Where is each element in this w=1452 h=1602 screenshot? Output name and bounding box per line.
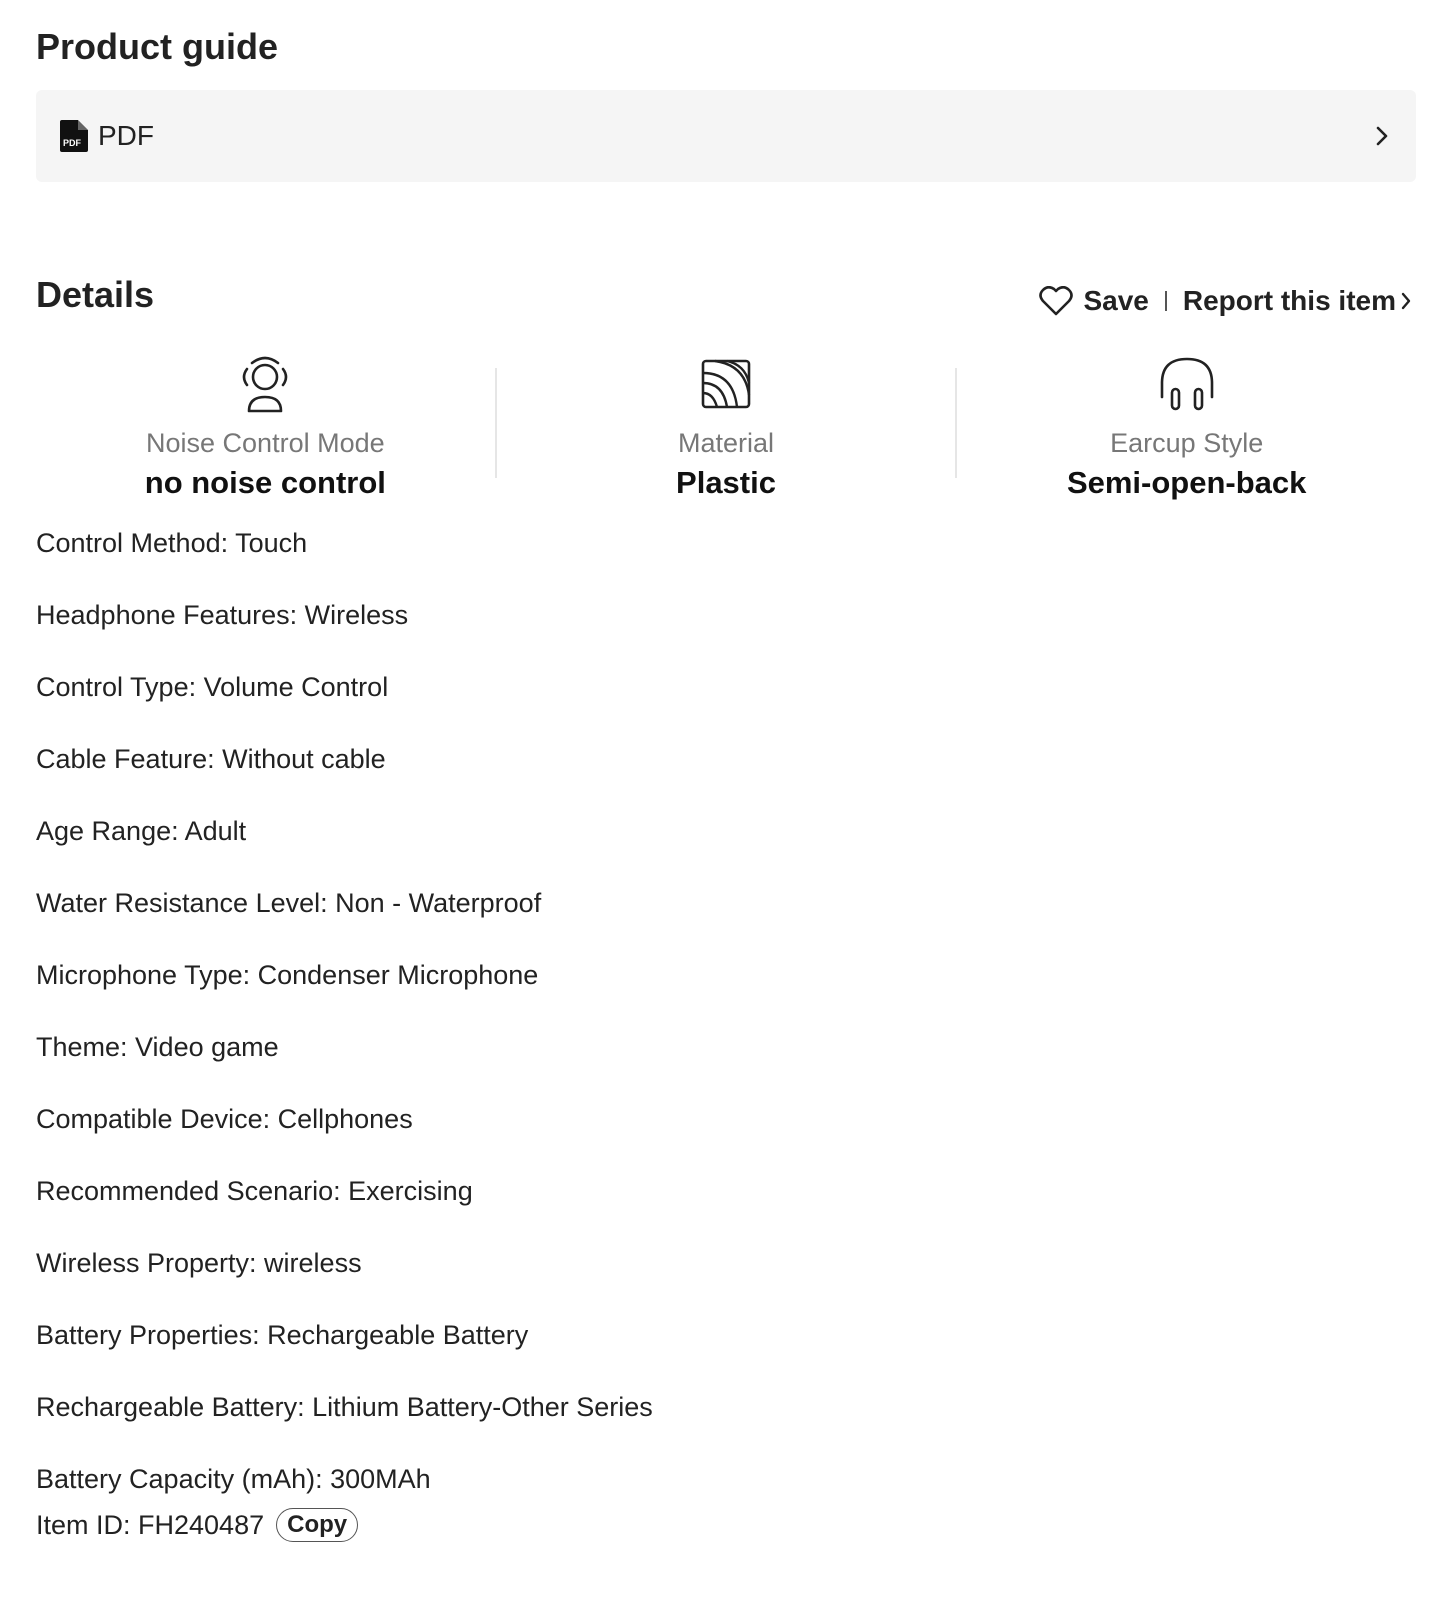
feature-earcup-style xyxy=(957,354,1416,504)
details-title: Details xyxy=(36,274,155,315)
feature-value: no noise control xyxy=(144,465,386,500)
svg-text:PDF: PDF xyxy=(63,138,81,148)
attribute-item: Microphone Type: Condenser Microphone xyxy=(36,960,539,990)
feature-value: Plastic xyxy=(676,465,776,500)
feature-noise-control xyxy=(36,354,495,504)
report-item-link[interactable] xyxy=(1183,285,1416,317)
attribute-item: Recommended Scenario: Exercising xyxy=(36,1176,473,1206)
pdf-guide-link[interactable] xyxy=(36,90,1416,182)
feature-label: Material xyxy=(677,428,775,458)
save-button[interactable] xyxy=(1039,284,1148,318)
save-label: Save xyxy=(1083,285,1149,316)
action-divider xyxy=(1165,291,1167,311)
highlight-features xyxy=(36,354,1416,504)
attribute-item: Age Range: Adult xyxy=(36,816,247,846)
chevron-right-icon xyxy=(1372,122,1392,150)
material-icon xyxy=(696,354,756,414)
headphones-icon xyxy=(1157,354,1217,414)
feature-value: Semi-open-back xyxy=(1066,465,1307,500)
attribute-item: Battery Capacity (mAh): 300MAh xyxy=(36,1464,431,1494)
attribute-item: Rechargeable Battery: Lithium Battery-Other Series xyxy=(36,1392,653,1422)
item-id: Item ID: FH240487 xyxy=(36,1509,265,1540)
attribute-item: Compatible Device: Cellphones xyxy=(36,1104,413,1134)
details-actions xyxy=(1039,282,1416,320)
noise-control-icon xyxy=(235,354,295,414)
pdf-file-icon xyxy=(60,119,90,153)
attribute-item: Control Type: Volume Control xyxy=(36,672,389,702)
product-guide-title: Product guide xyxy=(36,26,278,67)
attribute-item: Battery Properties: Rechargeable Battery xyxy=(36,1320,529,1350)
copy-button[interactable]: Copy xyxy=(276,1508,358,1542)
feature-label: Earcup Style xyxy=(1110,428,1264,458)
attribute-item: Headphone Features: Wireless xyxy=(36,600,409,630)
attribute-item: Control Method: Touch xyxy=(36,528,308,558)
report-label: Report this item xyxy=(1182,285,1396,316)
chevron-right-icon xyxy=(1400,289,1416,313)
feature-material xyxy=(497,354,956,504)
feature-label: Noise Control Mode xyxy=(146,428,385,458)
attribute-item: Cable Feature: Without cable xyxy=(36,744,386,774)
attribute-item: Theme: Video game xyxy=(36,1032,279,1062)
attribute-list xyxy=(36,526,653,1534)
attribute-item: Wireless Property: wireless xyxy=(36,1248,362,1278)
attribute-item: Water Resistance Level: Non - Waterproof xyxy=(36,888,542,918)
heart-icon xyxy=(1039,284,1075,318)
pdf-label: PDF xyxy=(98,120,154,151)
item-id-row xyxy=(36,1508,358,1542)
